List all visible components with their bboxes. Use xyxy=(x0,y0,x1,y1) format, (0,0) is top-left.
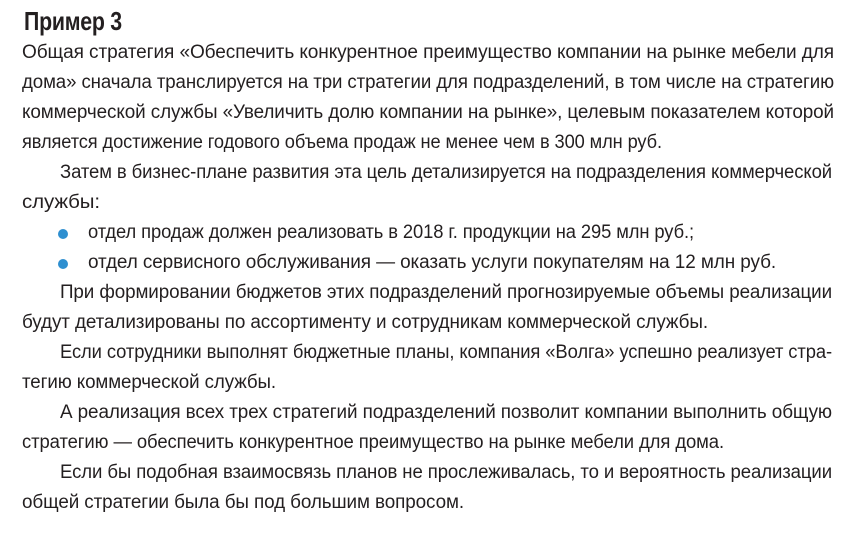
paragraph-line: службы: xyxy=(22,192,100,213)
document-page xyxy=(22,6,834,518)
paragraph-line: Если сотрудники выполнят бюджетные планы, компания «Волга» успешно реализует стра- xyxy=(60,342,832,363)
paragraph-line: тегию коммерческой службы. xyxy=(22,372,276,393)
paragraph-line: Общая стратегия «Обеспечить конкурентное преимущество компании на рынке мебели для xyxy=(22,42,834,63)
example-heading: Пример 3 xyxy=(24,6,122,36)
paragraph-line: При формировании бюджетов этих подразделений прогнозируемые объемы реализации xyxy=(60,282,832,303)
bullet-icon xyxy=(58,229,68,239)
paragraph-line: общей стратегии была бы под большим вопросом. xyxy=(22,492,464,513)
list-item xyxy=(22,248,834,278)
paragraph-line: дома» сначала транслируется на три стратегии для подразделений, в том числе на стратегию xyxy=(22,72,834,93)
bullet-icon xyxy=(58,259,68,269)
paragraph-line: будут детализированы по ассортименту и сотрудникам коммерческой службы. xyxy=(22,312,708,333)
paragraph-line: Если бы подобная взаимосвязь планов не прослеживалась, то и вероятность реализации xyxy=(60,462,832,483)
paragraph-line: А реализация всех трех стратегий подразделений позволит компании выполнить общую xyxy=(60,402,832,423)
paragraph-line: коммерческой службы «Увеличить долю компании на рынке», целевым показателем которой xyxy=(22,102,834,123)
paragraph-line: Затем в бизнес-плане развития эта цель детализируется на подразделения коммерческой xyxy=(60,162,832,183)
list-item-text: отдел продаж должен реализовать в 2018 г. продукции на 295 млн руб.; xyxy=(88,222,694,243)
paragraph-line: стратегию — обеспечить конкурентное преимущество на рынке мебели для дома. xyxy=(22,432,724,453)
list-item xyxy=(22,218,834,248)
list-item-text: отдел сервисного обслуживания — оказать услуги покупателям на 12 млн руб. xyxy=(88,252,776,273)
paragraph-line: является достижение годового объема продаж не менее чем в 300 млн руб. xyxy=(22,132,662,153)
